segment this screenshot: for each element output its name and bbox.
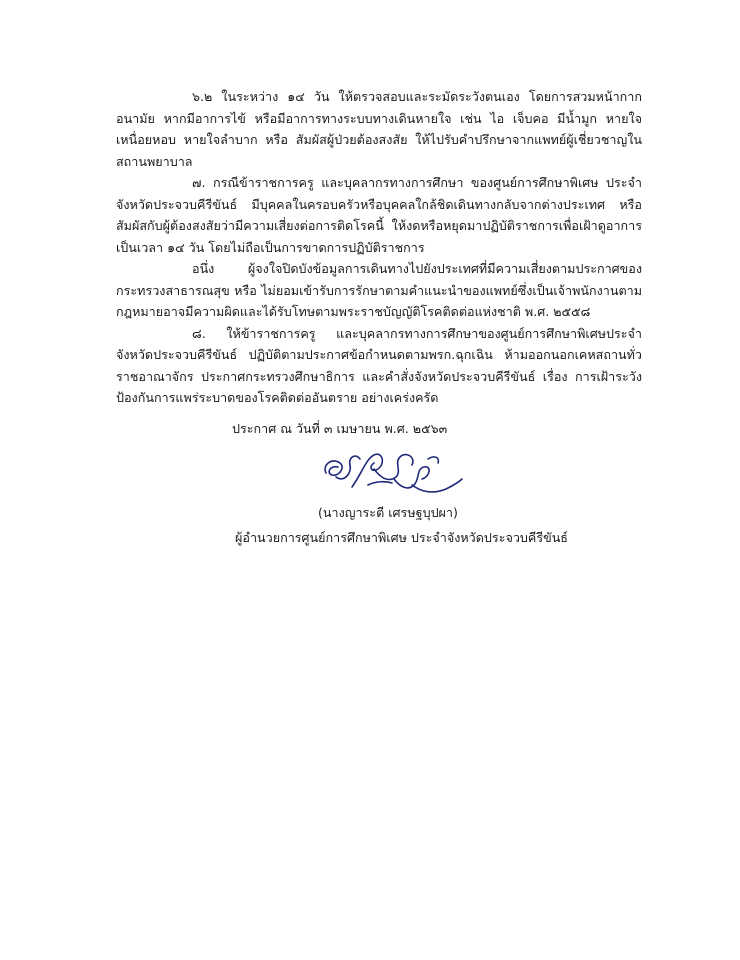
paragraph-8: ๘. ให้ข้าราชการครู และบุคลากรทางการศึกษาของศูนย์การศึกษาพิเศษประจำจังหวัดประจวบคีรีขันธ์ ปฏิบัติตามประกาศข้อกำหนดตามพรก.ฉุกเฉิน ห้ามออกนอกเคหสถานทั่วราชอาณาจักร ประกาศกระทรวงศึกษาธิการ และคำสั่งจังหวัดประจวบคีรีขันธ์ เรื่อง การเฝ้าระวัง ป้องกันการแพร่ระบาดของโรคติดต่ออันตราย อย่างเคร่งครัด <box>116 325 642 405</box>
signer-name: (นางญาระตี เศรษฐบุปผา) <box>318 505 458 520</box>
handwritten-signature <box>316 443 466 501</box>
paragraph-note: อนึ่ง ผู้จงใจปิดบังข้อมูลการเดินทางไปยังประเทศที่มีความเสี่ยงตามประกาศของกระทรวงสาธารณสุข หรือ ไม่ยอมเข้ารับการรักษาตามคำแนะนำของแพทย์ซึ่งเป็นเจ้าพนักงานตามกฎหมายอาจมีความผิดและได้รับโทษตามพระราชบัญญัติโรคติดต่อแห่งชาติ พ.ศ. ๒๕๕๘ <box>116 261 642 319</box>
proclamation-date: ประกาศ ณ วันที่ ๓ เมษายน พ.ศ. ๒๕๖๓ <box>232 421 448 436</box>
document-body <box>116 86 642 409</box>
paragraph-6-2: ๖.๒ ในระหว่าง ๑๔ วัน ให้ตรวจสอบและระมัดระวังตนเอง โดยการสวมหน้ากากอนามัย หากมีอาการไข้ หรือมีอาการทางระบบทางเดินหายใจ เช่น ไอ เจ็บคอ มีน้ำมูก หายใจเหนื่อยหอบ หายใจลำบาก หรือ สัมผัสผู้ป่วยต้องสงสัย ให้ไปรับคำปรึกษาจากแพทย์ผู้เชี่ยวชาญในสถานพยาบาล <box>116 89 642 169</box>
paragraph-7: ๗. กรณีข้าราชการครู และบุคลากรทางการศึกษา ของศูนย์การศึกษาพิเศษ ประจำจังหวัดประจวบคีรีขันธ์ มีบุคคลในครอบครัวหรือบุคคลใกล้ชิดเดินทางกลับจากต่างประเทศ หรือสัมผัสกับผู้ต้องสงสัยว่ามีความเสี่ยงต่อการติดโรคนี้ ให้งดหรือหยุดมาปฏิบัติราชการเพื่อเฝ้าดูอาการ เป็นเวลา ๑๔ วัน โดยไม่ถือเป็นการขาดการปฏิบัติราชการ <box>116 175 642 255</box>
signer-title: ผู้อำนวยการศูนย์การศึกษาพิเศษ ประจำจังหวัดประจวบคีรีขันธ์ <box>235 530 568 545</box>
